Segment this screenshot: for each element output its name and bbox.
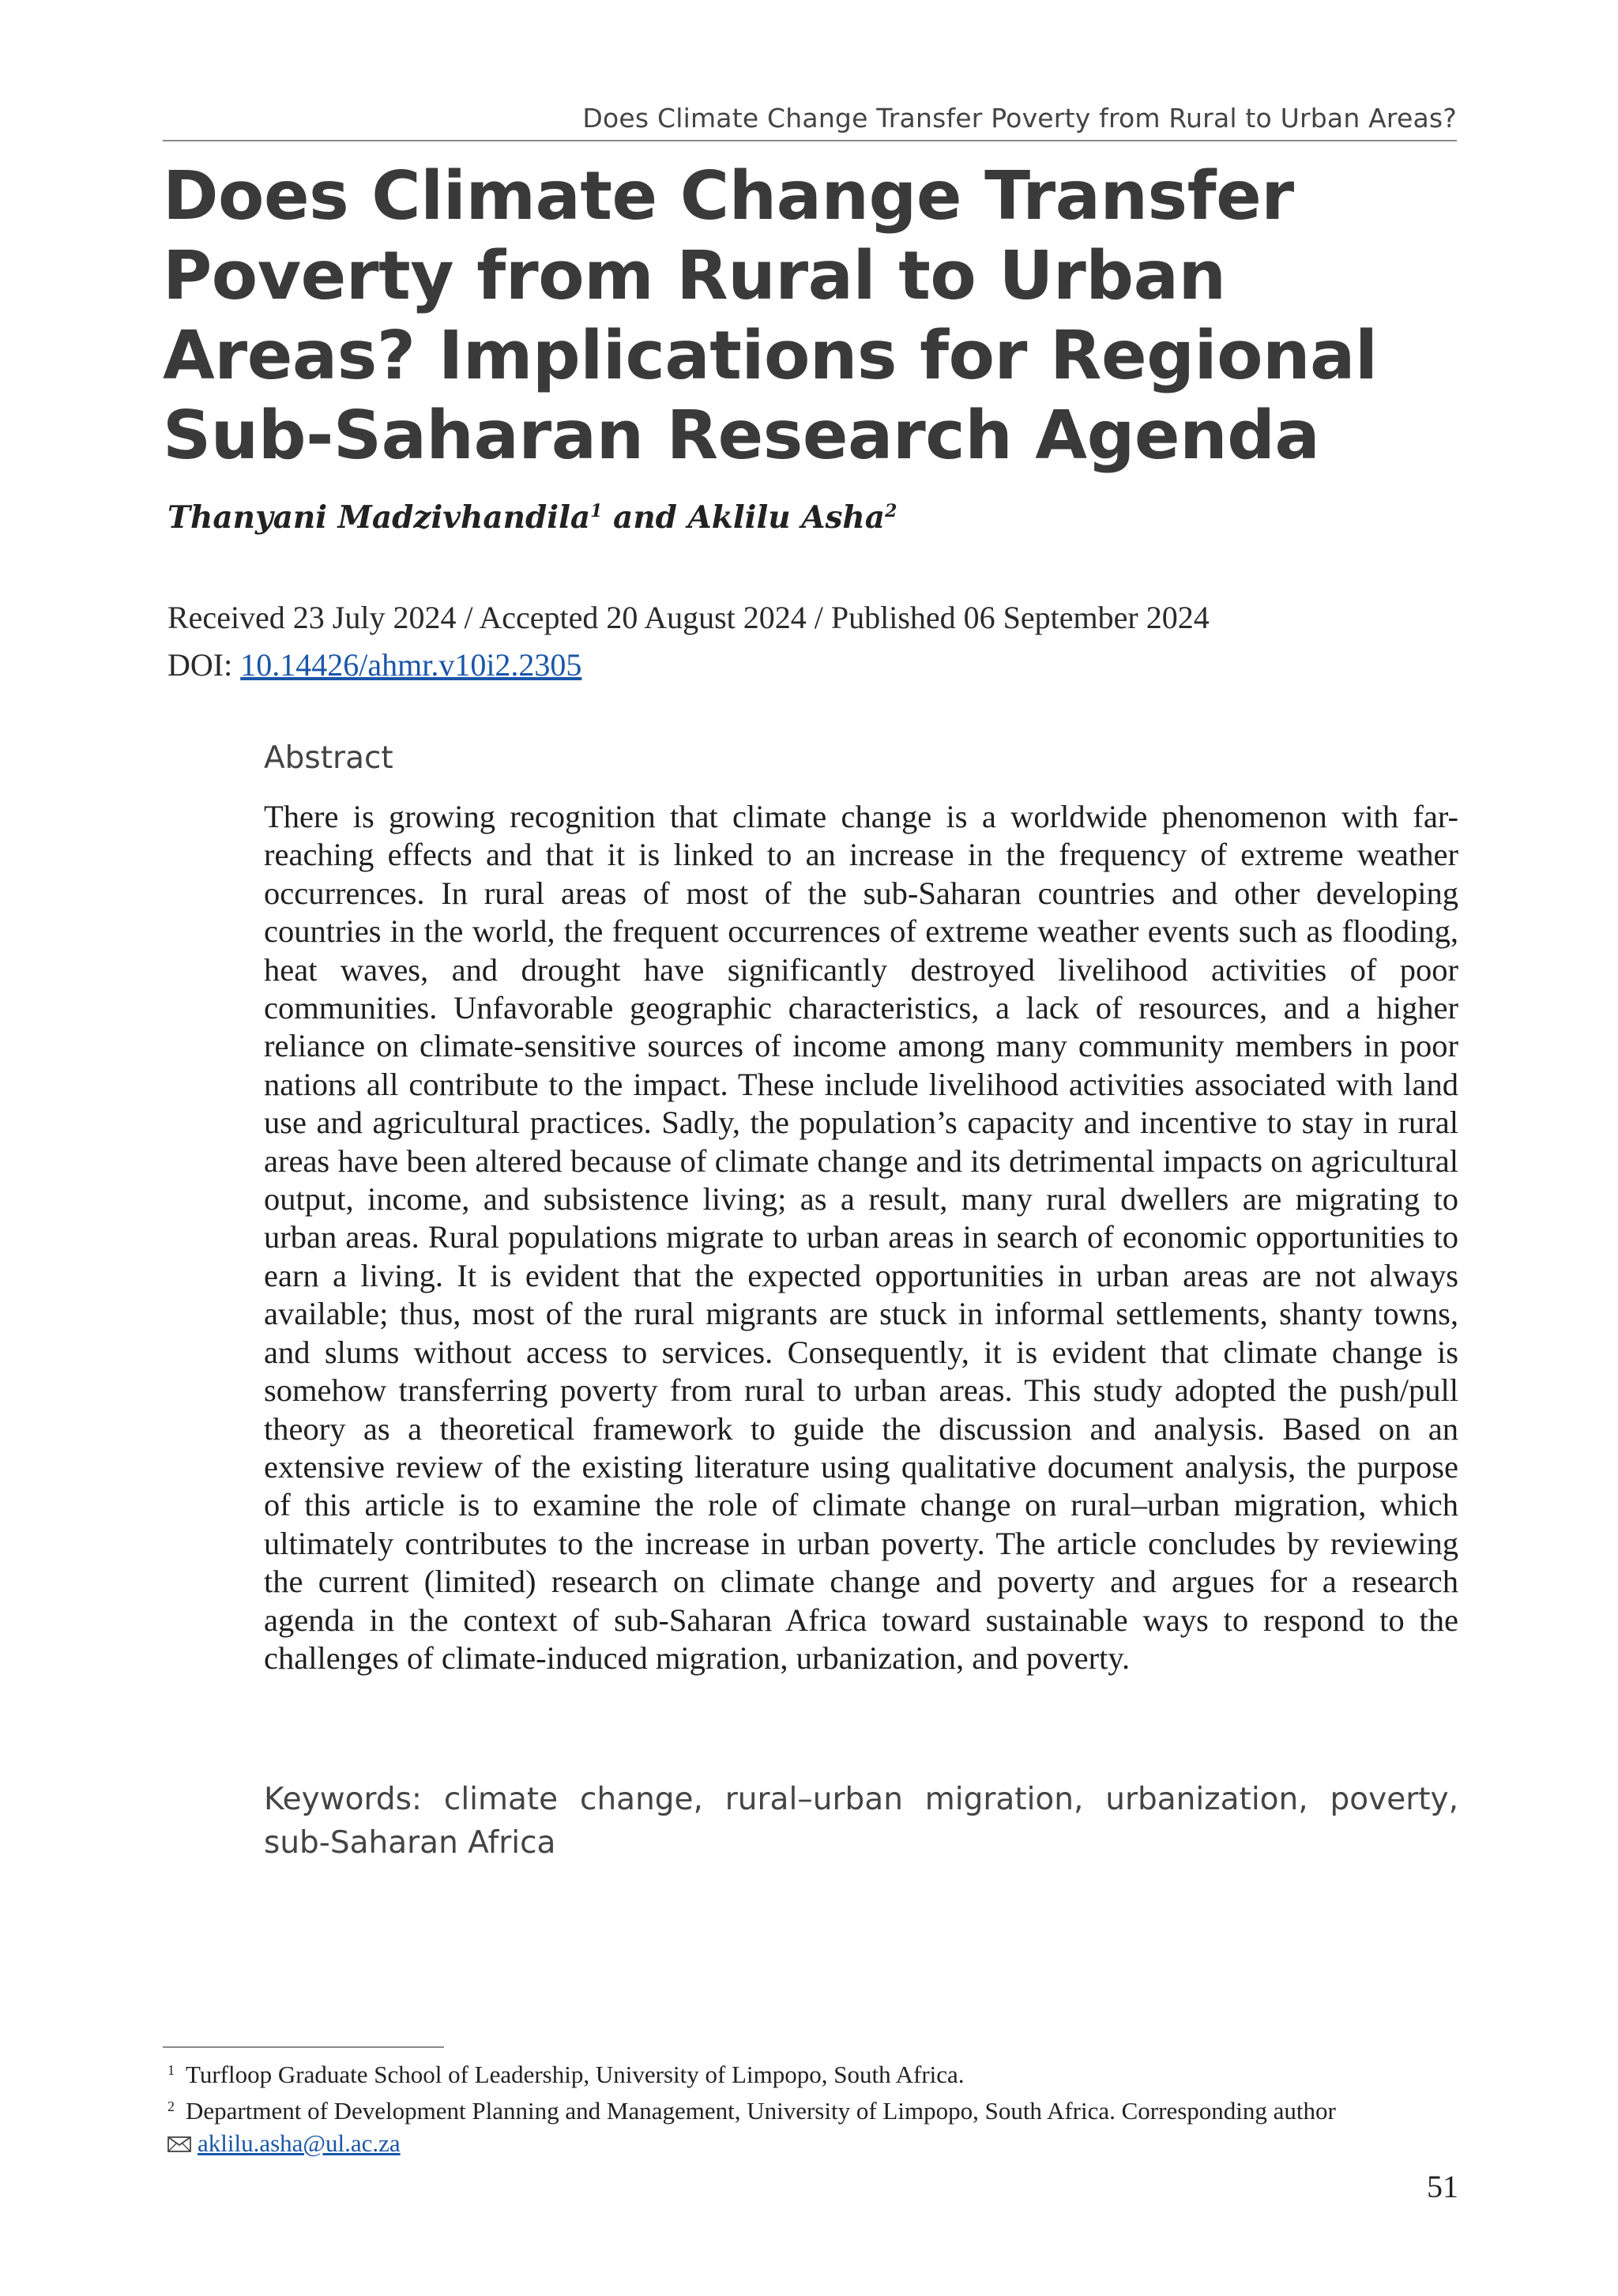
doi-link[interactable]: 10.14426/ahmr.v10i2.2305 [240, 647, 582, 683]
author-list [167, 499, 897, 536]
keywords: Keywords: climate change, rural–urban migration, urbanization, poverty, sub-Saharan Africa [264, 1782, 1458, 1861]
title-line: Poverty from Rural to Urban [163, 237, 1226, 315]
author-name: Thanyani Madzivhandila [167, 499, 591, 536]
email-link[interactable]: aklilu.asha@ul.ac.za [198, 2129, 401, 2157]
publication-dates: Received 23 July 2024 / Accepted 20 August 2024 / Published 06 September 2024 [167, 600, 1210, 635]
title-line: Areas? Implications for Regional [163, 317, 1378, 395]
doi-label: DOI: [167, 647, 241, 683]
abstract-heading: Abstract [264, 740, 393, 776]
footnote-2 [167, 2091, 1463, 2127]
footnote-email-line [167, 2127, 1463, 2159]
footnote-number: 2 [167, 2098, 175, 2114]
abstract-text: There is growing recognition that climate change is a worldwide phenomenon with far-reaching effects and that it is linked to an increase in the frequency of extreme weather occurrences. In rural areas of most of the sub-Saharan countries and other developing countries in the world, the frequent occurrences of extreme weather events such as flooding, heat waves, and drought have significantly destroyed livelihood activities of poor communities. Unfavorable geographic characteristics, a lack of resources, and a higher reliance on climate-sensitive sources of income among many community members in poor nations all contribute to the impact. These include livelihood activities associated with land use and agricultural practices. Sadly, the population’s capacity and incentive to stay in rural areas have been altered because of climate change and its detrimental impacts on agricultural output, income, and subsistence living; as a result, many rural dwellers are migrating to urban areas. Rural populations migrate to urban areas in search of economic opportunities to earn a living. It is evident that the expected opportunities in urban areas are not always available; thus, most of the rural migrants are stuck in informal settlements, shanty towns, and slums without access to services. Consequently, it is evident that climate change is somehow transferring poverty from rural to urban areas. This study adopted the push/pull theory as a theoretical framework to guide the discussion and analysis. Based on an extensive review of the existing literature using qualitative document analysis, the purpose of this article is to examine the role of climate change on rural–urban migration, which ultimately contributes to the increase in urban poverty. The article concludes by reviewing the current (limited) research on climate change and poverty and argues for a research agenda in the context of sub-Saharan Africa toward sustainable ways to respond to the challenges of climate-induced migration, urbanization, and poverty. [264, 799, 1458, 1676]
title-line: Sub-Saharan Research Agenda [163, 397, 1320, 475]
footnote-divider [163, 2046, 444, 2048]
author-name: Aklilu Asha [687, 499, 886, 536]
footnote-number: 1 [167, 2062, 175, 2078]
article-title [163, 156, 1490, 476]
author-joiner: and [602, 499, 688, 536]
footnote-text: Department of Development Planning and Management, University of Limpopo, South Africa. Corresponding author [186, 2097, 1336, 2125]
title-line: Does Climate Change Transfer [163, 157, 1294, 235]
envelope-icon [167, 2136, 191, 2152]
footnote-1 [167, 2054, 1463, 2091]
footnote-text: Turfloop Graduate School of Leadership, University of Limpopo, South Africa. [186, 2061, 965, 2088]
page-number: 51 [1427, 2169, 1458, 2204]
running-head: Does Climate Change Transfer Poverty from Rural to Urban Areas? [163, 103, 1457, 141]
doi-line [167, 646, 581, 683]
footnote-mark[interactable]: 1 [590, 501, 603, 521]
footnote-mark[interactable]: 2 [885, 501, 897, 521]
footnotes [167, 2054, 1463, 2159]
